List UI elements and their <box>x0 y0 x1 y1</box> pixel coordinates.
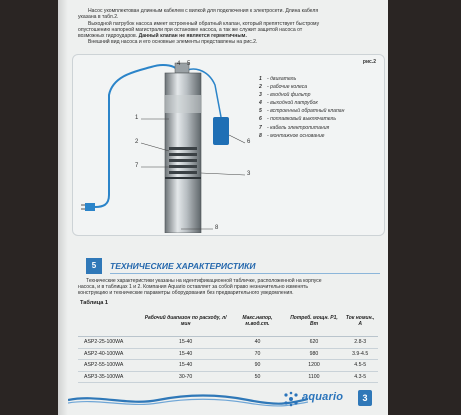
legend-item: 5 - встроенный обратный клапан <box>259 108 345 115</box>
float-switch <box>213 117 229 145</box>
manual-page <box>58 0 388 415</box>
paragraph-line: конструкцию и технические параметры оборудования без предварительного уведомления. <box>78 290 294 297</box>
intro-line: Насос укомплектован длинным кабелем с вилкой для подключения к электросети. Длина кабеля <box>88 8 319 14</box>
pump-figure <box>72 54 385 236</box>
header-current: Ток номин., А <box>342 306 378 337</box>
table-row <box>78 360 378 372</box>
cell-power: 1200 <box>286 360 343 372</box>
callout-3: 3 <box>247 171 251 177</box>
table-caption: Таблица 1 <box>80 300 108 306</box>
legend-item: 4 - выходной патрубок <box>259 100 318 107</box>
cell-model: ASP2-55-100WA <box>78 360 142 372</box>
intro-line: опустошению напорной магистрали при остановке насоса, а так же служит защитой насоса от <box>78 26 303 33</box>
intro-line: Внешний вид насоса и его основные элементы представлены на рис.2. <box>88 39 258 46</box>
page-footer <box>58 384 388 415</box>
intro-text <box>78 8 380 46</box>
callout-6: 6 <box>247 139 251 145</box>
callout-1: 1 <box>135 115 139 121</box>
legend-item: 6 - поплавковый выключатель <box>259 116 337 123</box>
cell-power: 1100 <box>286 371 343 383</box>
valve-warning: Данный клапан не является герметичным. <box>138 33 247 40</box>
cell-model: ASP3-35-100WA <box>78 371 142 383</box>
legend-item: 3 - входной фильтр <box>259 92 311 99</box>
cell-power: 620 <box>286 337 343 349</box>
section-divider <box>110 273 380 274</box>
pump-diagram <box>73 55 253 233</box>
callout-2: 2 <box>135 139 139 145</box>
cell-current: 4.3-5 <box>342 371 378 383</box>
section-header <box>86 258 386 274</box>
table-header-row <box>78 306 378 337</box>
legend-item: 1 - двигатель <box>259 76 297 82</box>
cell-flow: 15-40 <box>142 360 229 372</box>
brand-logo-icon <box>282 391 300 407</box>
wave-decoration <box>68 390 308 408</box>
cell-flow: 30-70 <box>142 371 229 383</box>
section-title: ТЕХНИЧЕСКИЕ ХАРАКТЕРИСТИКИ <box>110 261 256 271</box>
cell-head: 50 <box>229 371 285 383</box>
intro-line: указана в табл.2. <box>78 14 119 21</box>
callout-4: 4 <box>177 61 181 67</box>
legend-item: 2 - рабочие колеса <box>259 84 308 91</box>
paragraph-line: Технические характеристики указаны на идентификационной табличке, расположенной на корпусе <box>86 278 322 284</box>
callout-5: 5 <box>187 61 191 67</box>
cell-flow: 15-40 <box>142 337 229 349</box>
legend-item: 8 - монтажное основание <box>259 132 325 139</box>
table-row <box>78 348 378 360</box>
intro-line: Выходной патрубок насоса имеет встроенный обратный клапан, который препятствует быстрому <box>88 20 320 27</box>
cell-model: ASP2-25-100WA <box>78 337 142 349</box>
cell-head: 70 <box>229 348 285 360</box>
section-number: 5 <box>86 258 102 274</box>
cell-head: 40 <box>229 337 285 349</box>
header-flow: Рабочий диапазон по расходу, л/мин <box>142 306 229 337</box>
page-number: 3 <box>358 390 372 406</box>
cell-current: 4.5-5 <box>342 360 378 372</box>
table-row <box>78 371 378 383</box>
header-head: Макс.напор, м.вод.ст. <box>229 306 285 337</box>
cell-current: 2.8-3 <box>342 337 378 349</box>
intro-text-normal: возможных гидроударов. <box>78 33 138 40</box>
header-model <box>78 306 142 337</box>
figure-legend <box>259 75 344 140</box>
spec-table <box>78 306 378 383</box>
section-paragraph <box>78 278 383 297</box>
callout-8: 8 <box>215 225 219 231</box>
cell-head: 90 <box>229 360 285 372</box>
legend-item: 7 - кабель электропитания <box>259 124 330 131</box>
table-row <box>78 337 378 349</box>
cell-model: ASP2-40-100WA <box>78 348 142 360</box>
figure-label: рис.2 <box>362 59 376 65</box>
paragraph-line: насоса, и в таблицах 1 и 2. Компания Aquario оставляет за собой право незначительно изменять <box>78 284 309 291</box>
plug <box>85 203 95 211</box>
header-power: Потреб. мощн. Р1, Вт <box>286 306 343 337</box>
cell-flow: 15-40 <box>142 348 229 360</box>
brand-name: aquario <box>302 391 344 403</box>
cell-current: 3.9-4.5 <box>342 348 378 360</box>
callout-7: 7 <box>135 163 139 169</box>
cell-power: 980 <box>286 348 343 360</box>
